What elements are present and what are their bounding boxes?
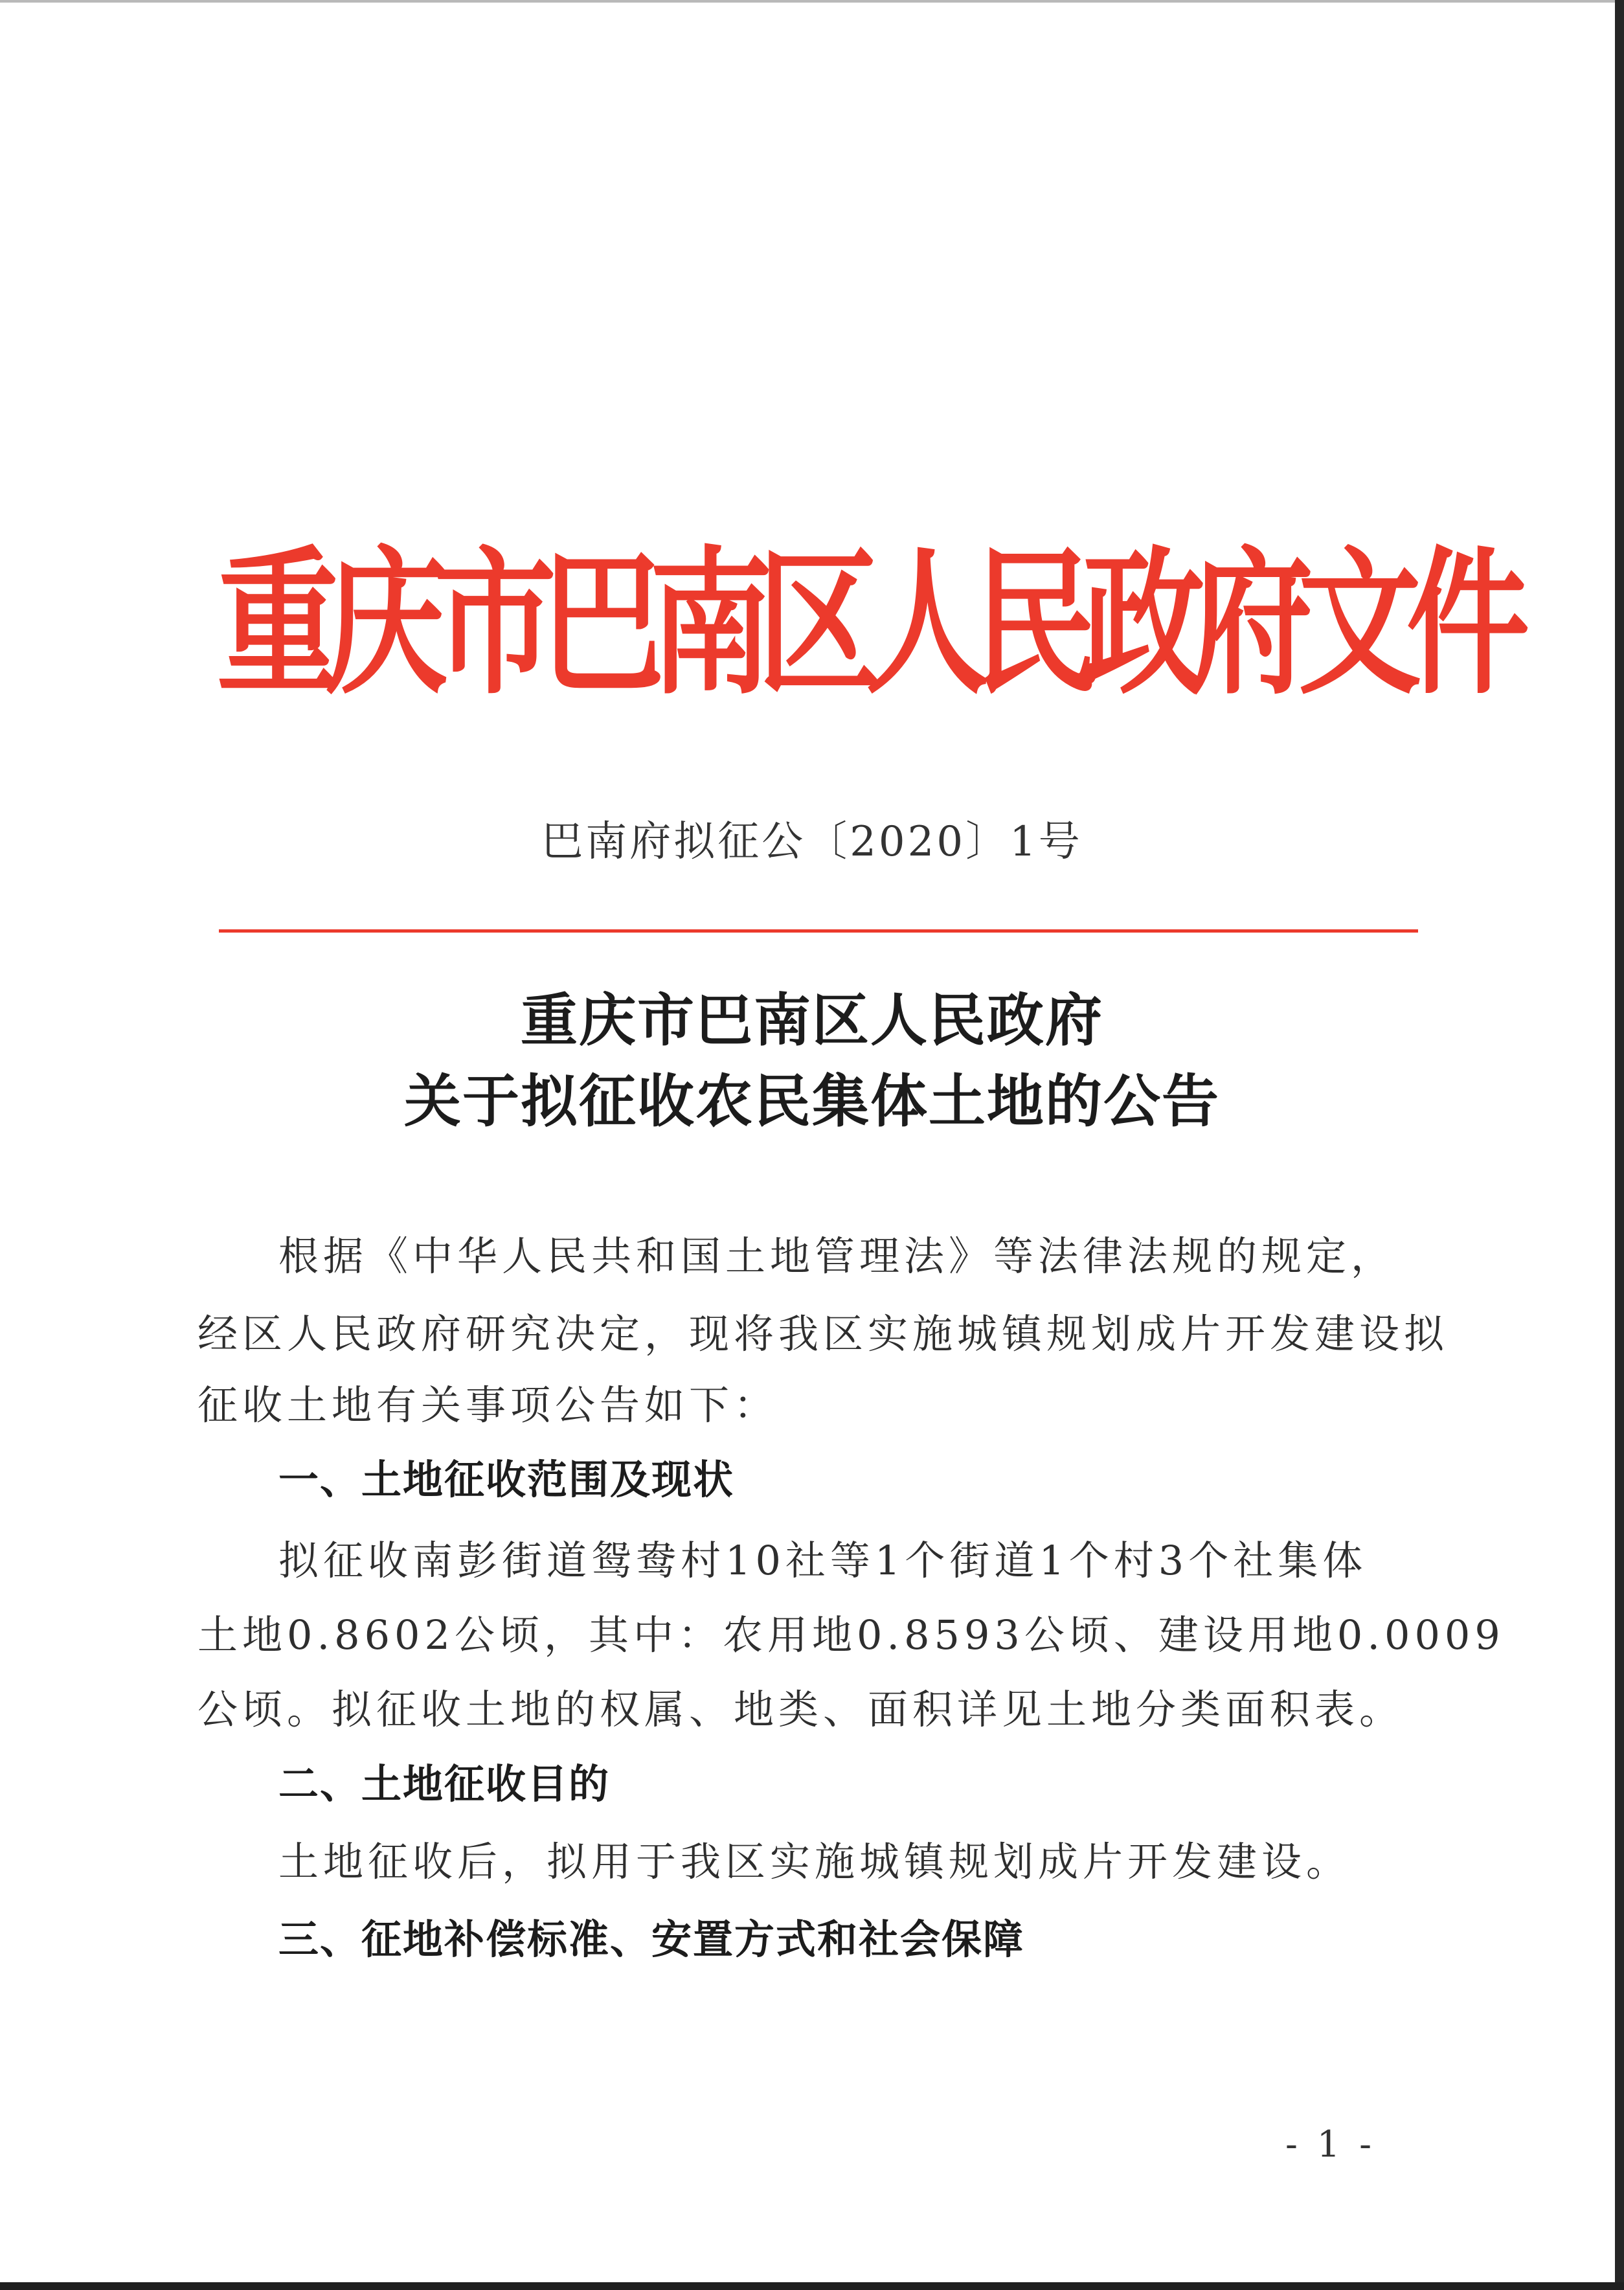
document-number: 巴南府拟征公〔2020〕1号 — [541, 818, 1083, 866]
notice-title-line-1: 重庆市巴南区人民政府 — [520, 986, 1103, 1054]
masthead-char: 市 — [433, 530, 557, 716]
masthead-char: 人 — [866, 530, 989, 716]
masthead-char: 府 — [1190, 530, 1314, 716]
section-1-line-1: 拟征收南彭街道鸳鸯村10社等1个街道1个村3个社集体 — [278, 1537, 1368, 1584]
masthead-char: 民 — [974, 530, 1098, 716]
masthead-char: 区 — [758, 530, 881, 716]
masthead-char: 庆 — [325, 530, 449, 716]
scan-edge-bottom — [0, 2282, 1624, 2290]
section-3-heading: 三、征地补偿标准、安置方式和社会保障 — [278, 1916, 1025, 1963]
scan-edge-right — [1615, 0, 1624, 2290]
section-1-line-2: 土地0.8602公顷，其中：农用地0.8593公顷、建设用地0.0009 — [197, 1611, 1505, 1659]
masthead-char: 政 — [1082, 530, 1206, 716]
scan-edge-top — [0, 0, 1624, 3]
section-2-line-1: 土地征收后，拟用于我区实施城镇规划成片开发建设。 — [278, 1838, 1351, 1885]
page-number: - 1 - — [1285, 2124, 1376, 2166]
intro-line-2: 经区人民政府研究决定，现将我区实施城镇规划成片开发建设拟 — [197, 1310, 1449, 1357]
intro-line-3: 征收土地有关事项公告如下： — [197, 1381, 779, 1429]
notice-title-line-2: 关于拟征收农民集体土地的公告 — [403, 1067, 1220, 1135]
masthead-char: 件 — [1406, 530, 1530, 716]
section-2-heading: 二、土地征收目的 — [278, 1760, 611, 1808]
red-divider-rule — [219, 929, 1418, 933]
masthead — [217, 530, 1530, 716]
masthead-char: 文 — [1298, 530, 1422, 716]
section-1-line-3: 公顷。拟征收土地的权属、地类、面积详见土地分类面积表。 — [197, 1686, 1404, 1733]
masthead-char: 巴 — [541, 530, 665, 716]
masthead-char: 重 — [217, 530, 341, 716]
intro-line-1: 根据《中华人民共和国土地管理法》等法律法规的规定， — [278, 1232, 1396, 1280]
masthead-char: 南 — [649, 530, 773, 716]
section-1-heading: 一、土地征收范围及现状 — [278, 1456, 735, 1503]
